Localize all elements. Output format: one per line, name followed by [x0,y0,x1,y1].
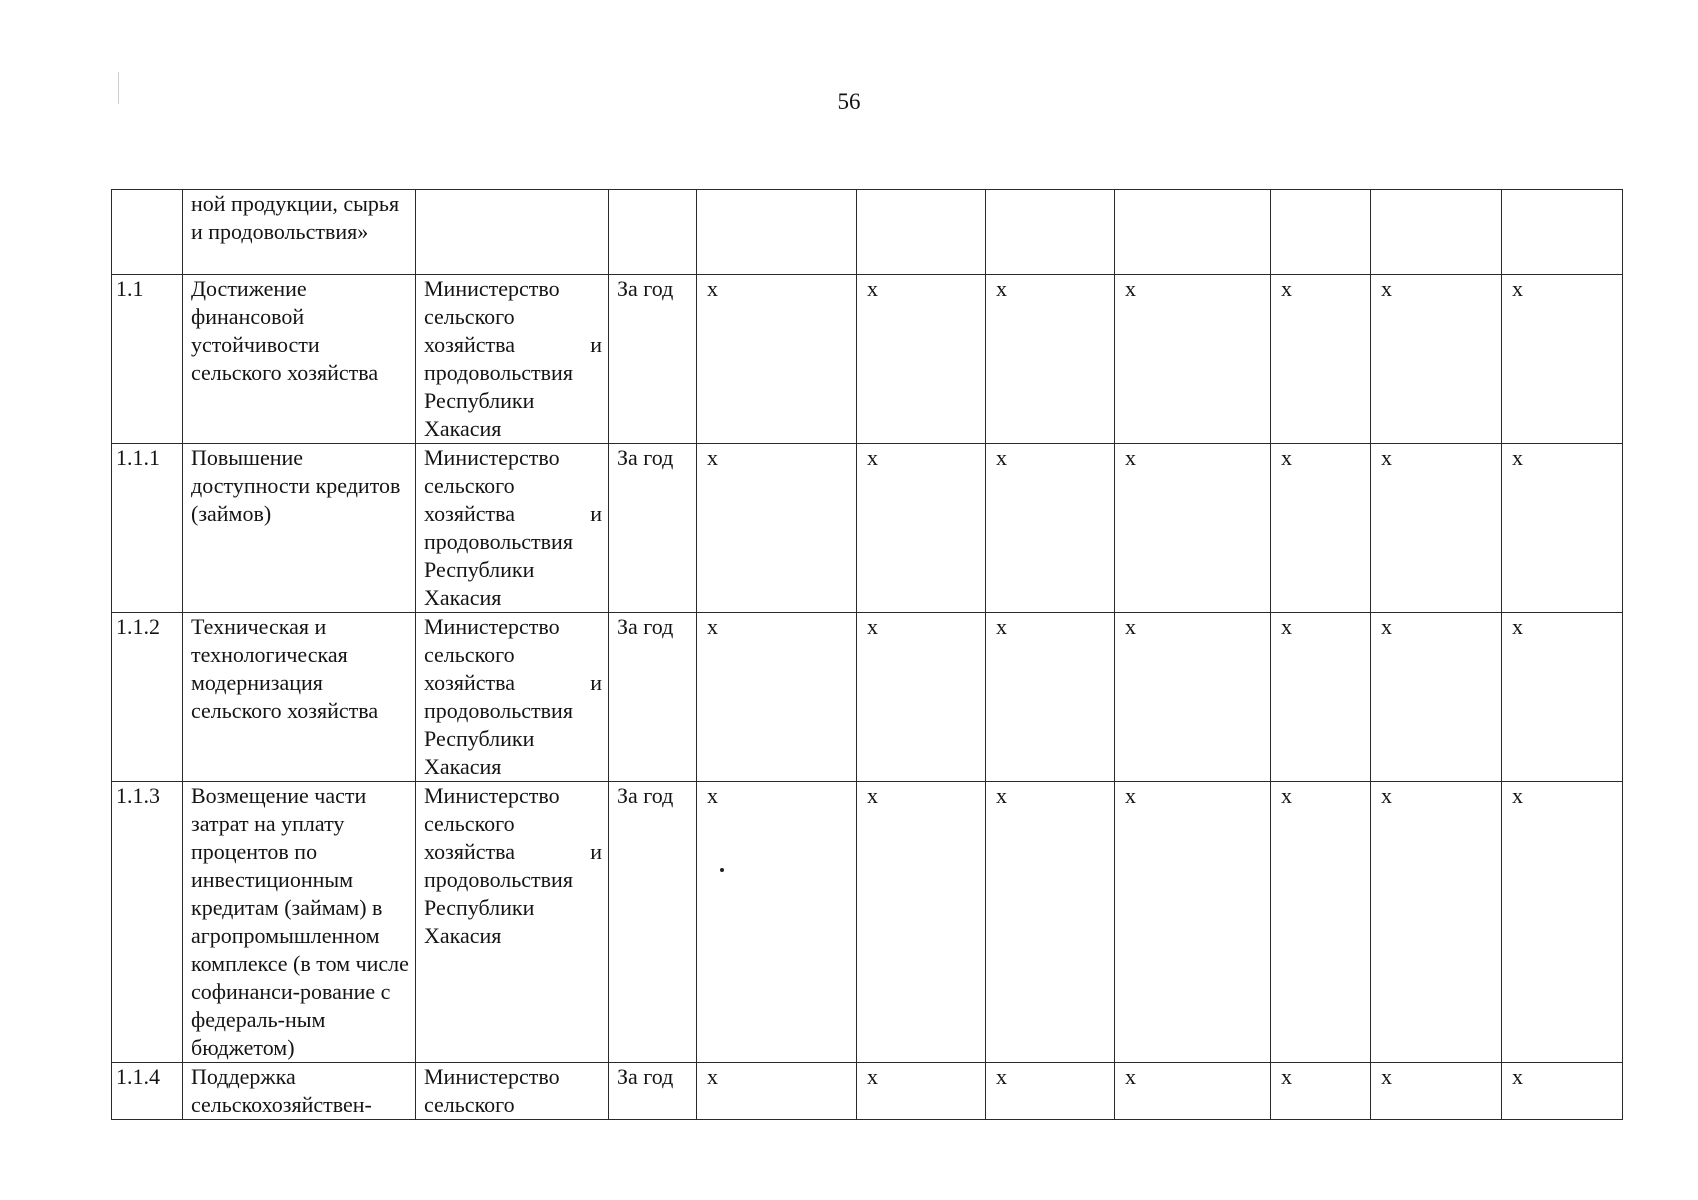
row-mark: x [697,613,857,782]
row-mark: x [697,444,857,613]
table-row [112,1063,1623,1120]
table-row [112,275,1623,444]
row-period: За год [609,1063,697,1120]
row-mark [1502,190,1623,275]
row-mark: x [1502,444,1623,613]
row-mark: x [986,275,1115,444]
row-responsible: Министерство сельского хозяйства и продовольствия Республики Хакасия [416,613,609,782]
row-mark: x [1271,444,1371,613]
row-period: За год [609,444,697,613]
row-mark: x [1502,275,1623,444]
row-mark: x [986,613,1115,782]
row-mark [1371,190,1502,275]
row-mark: x [1502,782,1623,1063]
row-mark: x [1371,444,1502,613]
row-mark: x [1271,1063,1371,1120]
row-responsible: Министерство сельского хозяйства и продовольствия Республики Хакасия [416,444,609,613]
row-responsible: Министерство сельского хозяйства и продовольствия Республики Хакасия [416,275,609,444]
row-mark: x [1115,275,1271,444]
row-responsible: Министерство сельского хозяйства и продовольствия Республики Хакасия [416,782,609,1063]
row-number: 1.1.3 [112,782,183,1063]
row-mark: x [1502,1063,1623,1120]
row-number [112,190,183,275]
row-number: 1.1.1 [112,444,183,613]
row-number: 1.1 [112,275,183,444]
row-responsible [416,190,609,275]
row-mark: x [697,275,857,444]
row-period: За год [609,613,697,782]
table-row [112,444,1623,613]
table-row [112,782,1623,1063]
row-name: ной продукции, сырья и продовольствия» [183,190,416,275]
row-mark: x [1115,613,1271,782]
row-mark: x [986,1063,1115,1120]
page-number: 56 [837,89,861,114]
row-name: Возмещение части затрат на уплату процентов по инвестиционным кредитам (займам) в агропромышленном комплексе (в том числе софинанси-рование с федераль-ным бюджетом) [183,782,416,1063]
row-mark: x [697,782,857,1063]
table-row [112,190,1623,275]
table-row [112,613,1623,782]
row-mark: x [1271,613,1371,782]
row-mark: x [697,1063,857,1120]
row-mark [1271,190,1371,275]
row-mark [857,190,986,275]
row-number: 1.1.4 [112,1063,183,1120]
scan-speck [720,868,724,872]
row-name: Поддержка сельскохозяйствен- [183,1063,416,1120]
row-mark: x [1371,613,1502,782]
row-mark: x [1271,275,1371,444]
row-mark: x [1271,782,1371,1063]
row-mark: x [986,444,1115,613]
row-mark: x [857,782,986,1063]
row-mark: x [1115,1063,1271,1120]
program-table [111,189,1623,1120]
row-mark: x [857,1063,986,1120]
row-number: 1.1.2 [112,613,183,782]
row-period: За год [609,275,697,444]
row-responsible: Министерство сельского [416,1063,609,1120]
row-mark: x [857,275,986,444]
row-name: Повышение доступности кредитов (займов) [183,444,416,613]
row-mark [1115,190,1271,275]
row-mark: x [1371,782,1502,1063]
row-mark: x [857,444,986,613]
row-mark: x [1115,782,1271,1063]
row-mark: x [1115,444,1271,613]
row-mark [697,190,857,275]
row-mark: x [1371,275,1502,444]
row-name: Достижение финансовой устойчивости сельского хозяйства [183,275,416,444]
row-mark: x [1502,613,1623,782]
row-mark [986,190,1115,275]
row-mark: x [1371,1063,1502,1120]
row-period: За год [609,782,697,1063]
row-mark: x [857,613,986,782]
row-name: Техническая и технологическая модернизация сельского хозяйства [183,613,416,782]
row-period [609,190,697,275]
row-mark: x [986,782,1115,1063]
